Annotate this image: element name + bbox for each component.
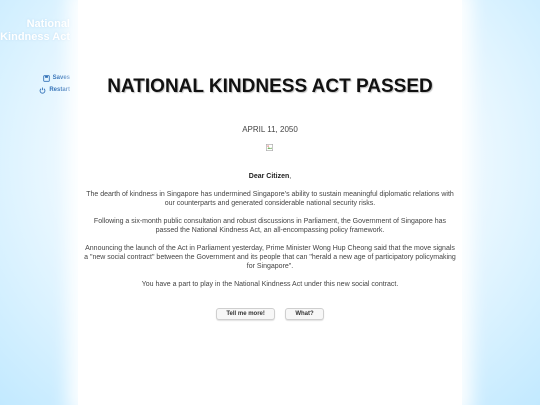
broken-image-icon [266, 144, 273, 151]
article-body [84, 172, 456, 298]
restart-icon [39, 87, 46, 94]
greeting [84, 172, 456, 181]
restart-label: Restart [49, 87, 70, 93]
restart-button[interactable] [39, 84, 70, 96]
paragraph: You have a part to play in the National Kindness Act under this new social contract. [141, 281, 399, 288]
paragraph: Following a six-month public consultation and robust discussions in Parliament, the Government of Singapore has passed the National Kindness Act, an all-encompassing policy framework. [93, 218, 447, 234]
story-title: National Kindness Act [0, 18, 70, 43]
paragraph: The dearth of kindness in Singapore has undermined Singapore’s ability to sustain meaningful diplomatic relations with our counterparts and generated considerable national security risks. [86, 191, 454, 207]
greeting-name: Dear Citizen [248, 173, 290, 180]
sidebar-menu [39, 72, 70, 96]
save-icon [43, 75, 50, 82]
saves-button[interactable] [39, 72, 70, 84]
paragraph: Announcing the launch of the Act in Parliament yesterday, Prime Minister Wong Hup Cheong said that the move signals a "new social contract" between the Government and its people that can "herald a new age of participatory policymaking for Singapore". [84, 245, 456, 270]
what-button[interactable]: What? [285, 308, 323, 320]
saves-label: Saves [52, 75, 70, 81]
article-date: APRIL 11, 2050 [242, 125, 298, 134]
headline: NATIONAL KINDNESS ACT PASSED [107, 76, 433, 97]
story-passage [78, 0, 462, 405]
choice-buttons [78, 302, 462, 320]
sidebar [0, 0, 76, 405]
tell-me-more-button[interactable]: Tell me more! [216, 308, 275, 320]
greeting-punct: , [289, 173, 292, 180]
